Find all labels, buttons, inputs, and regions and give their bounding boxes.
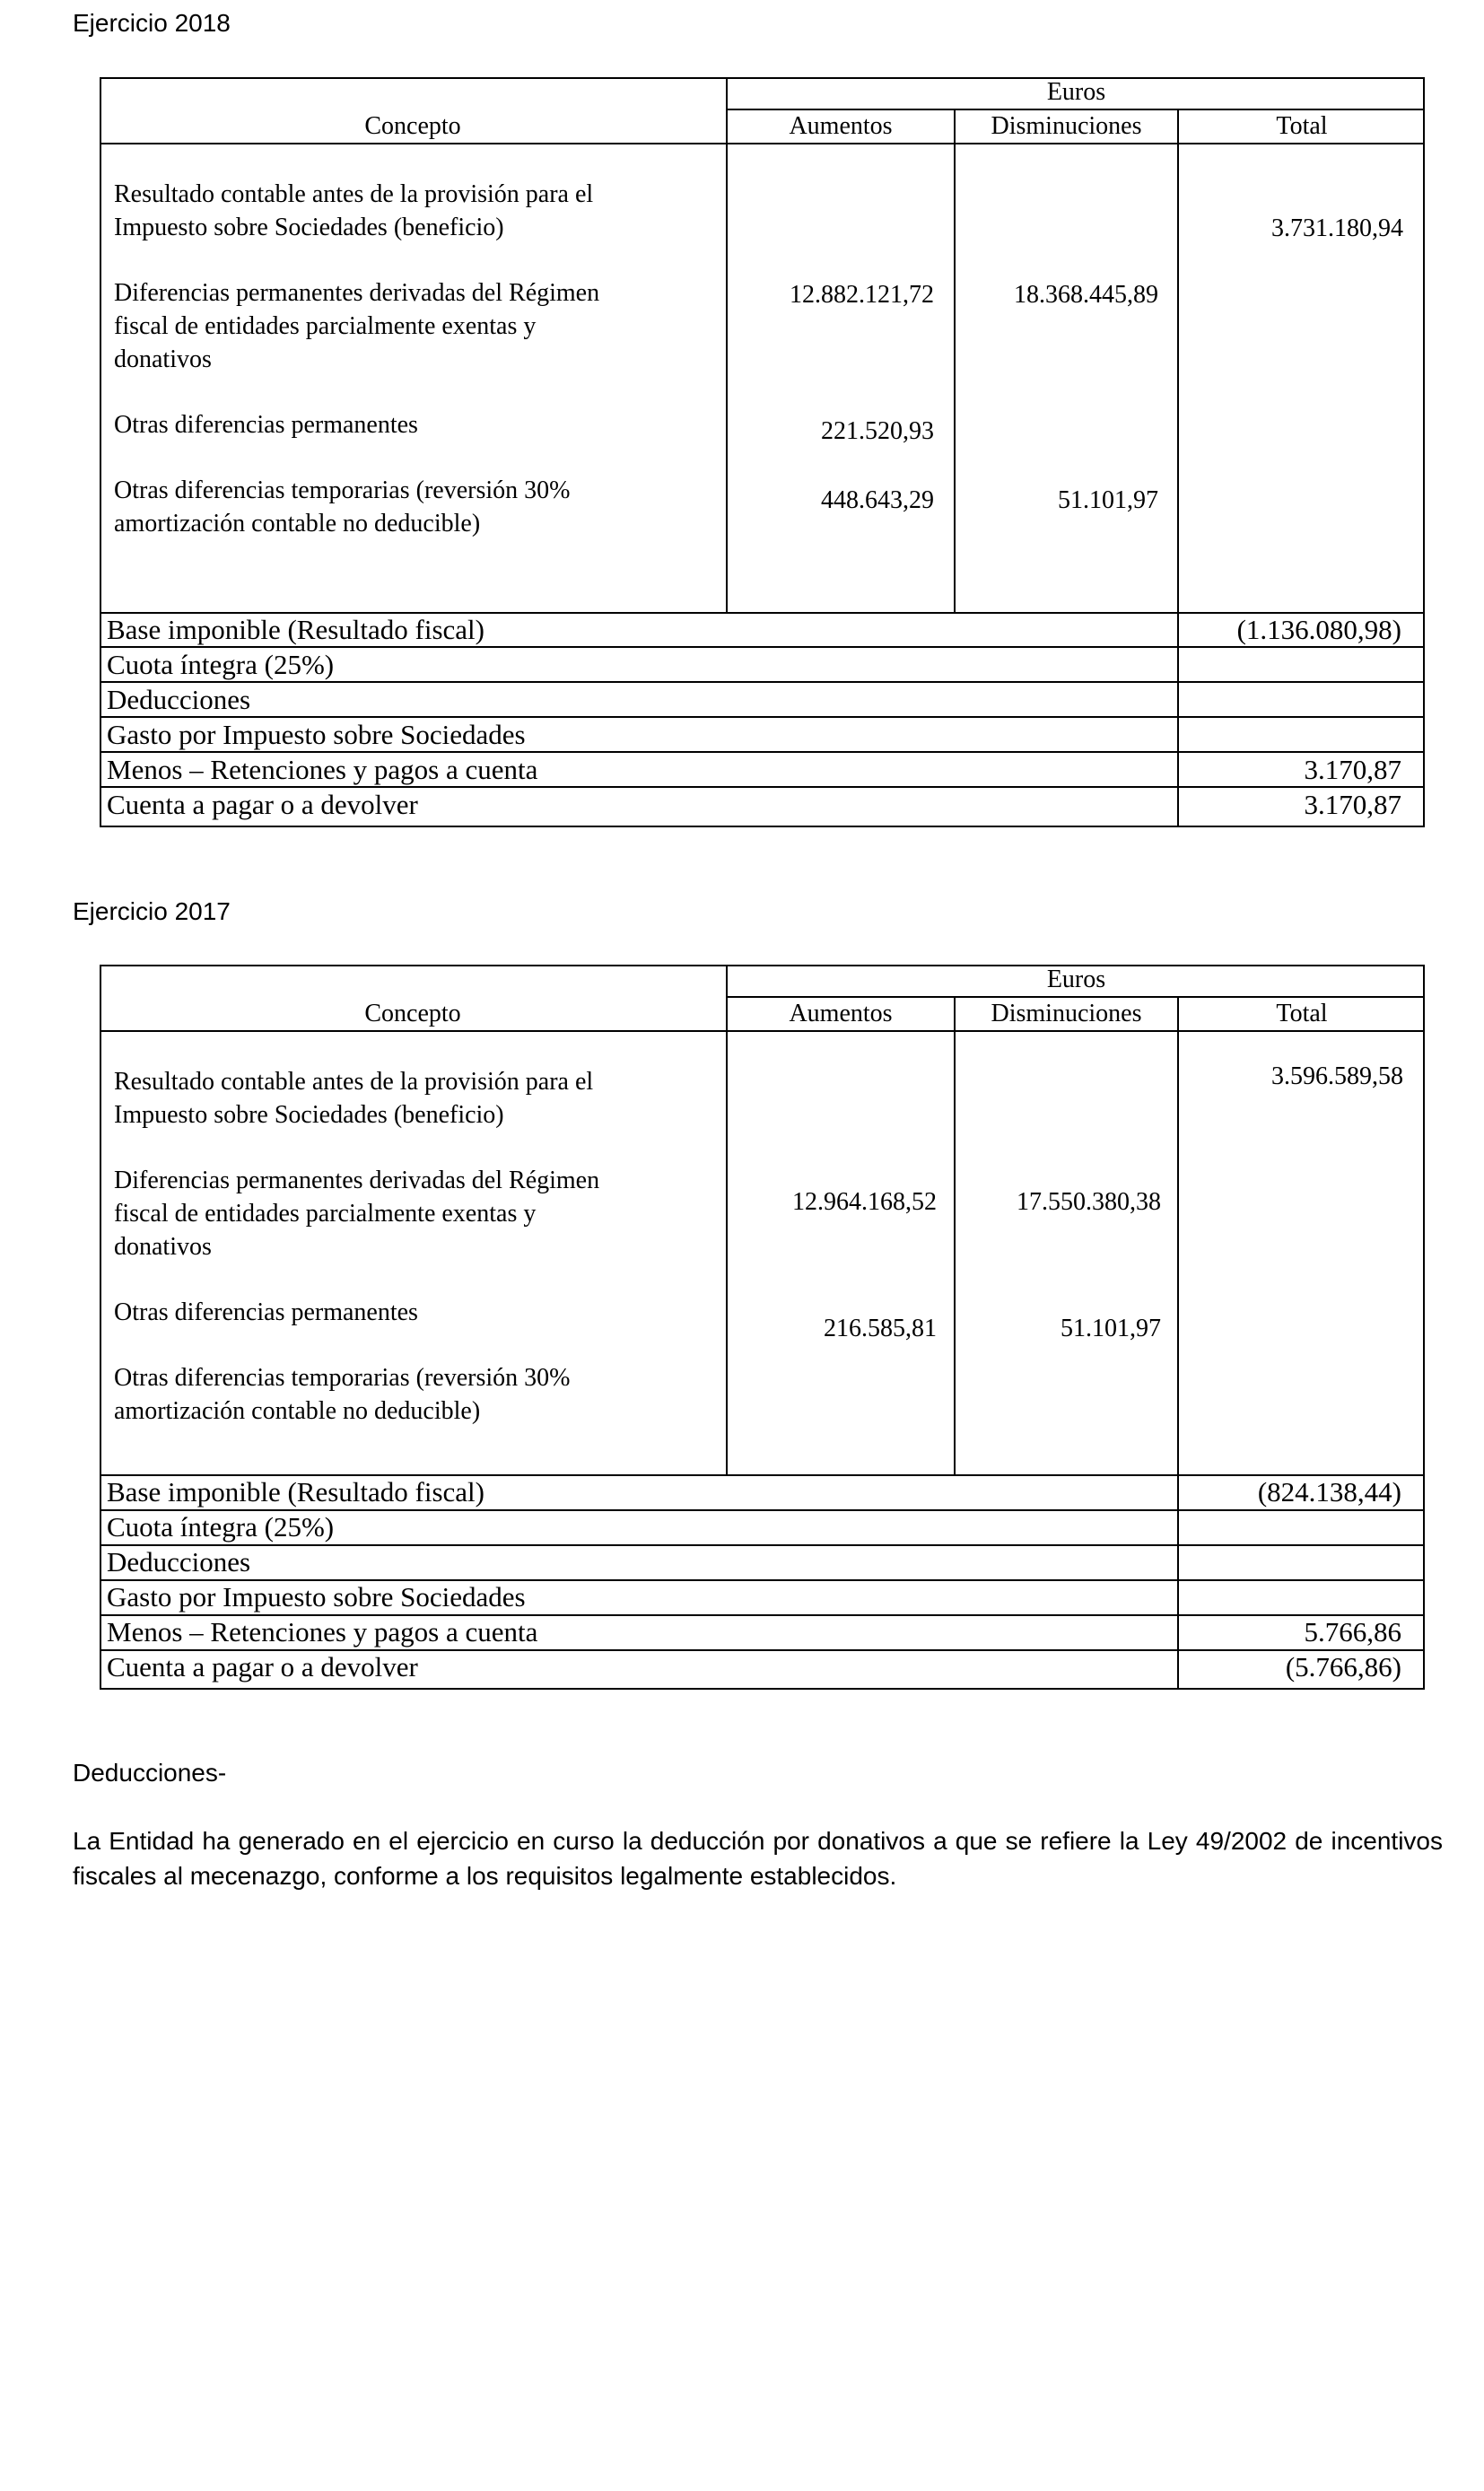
cell-total: 3.731.180,94 — [1271, 214, 1403, 242]
summary-label-gasto-impuesto: Gasto por Impuesto sobre Sociedades — [107, 719, 526, 750]
header-euros: Euros — [1046, 966, 1106, 993]
summary-value-cuenta-pagar: 3.170,87 — [1304, 789, 1401, 820]
header-aumentos: Aumentos — [789, 112, 893, 140]
column-divider — [726, 77, 728, 613]
cell-aumentos: 12.882.121,72 — [790, 281, 934, 309]
concept-otras-diferencias-permanentes: Otras diferencias permanentes — [114, 1298, 418, 1326]
summary-label-cuota-integra: Cuota íntegra (25%) — [107, 649, 335, 680]
summary-label-deducciones: Deducciones — [107, 684, 251, 715]
header-disminuciones: Disminuciones — [991, 1000, 1142, 1027]
summary-label-gasto-impuesto: Gasto por Impuesto sobre Sociedades — [107, 1581, 526, 1613]
tax-table-2018 — [100, 77, 1425, 827]
header-bottom-line — [100, 143, 1425, 144]
header-total: Total — [1276, 112, 1328, 140]
header-aumentos: Aumentos — [789, 1000, 893, 1027]
concept-resultado-contable: Resultado contable antes de la provisión para el Impuesto sobre Sociedades (beneficio) — [114, 180, 594, 241]
summary-label-base-imponible: Base imponible (Resultado fiscal) — [107, 1476, 484, 1508]
summary-value-retenciones: 3.170,87 — [1304, 754, 1401, 785]
summary-value-base-imponible: (1.136.080,98) — [1236, 614, 1401, 645]
concept-diferencias-permanentes-regimen: Diferencias permanentes derivadas del Régimen fiscal de entidades parcialmente exentas y donativos — [114, 1167, 600, 1261]
header-bottom-line — [100, 1030, 1425, 1032]
header-euros: Euros — [1046, 78, 1106, 106]
column-divider — [954, 109, 956, 613]
header-disminuciones: Disminuciones — [991, 112, 1142, 140]
header-total: Total — [1276, 1000, 1328, 1027]
cell-aumentos: 12.964.168,52 — [792, 1188, 937, 1216]
summary-label-base-imponible: Base imponible (Resultado fiscal) — [107, 614, 484, 645]
column-divider — [726, 965, 728, 1475]
summary-label-cuenta-pagar: Cuenta a pagar o a devolver — [107, 789, 418, 820]
concept-otras-diferencias-temporarias: Otras diferencias temporarias (reversión 30% amortización contable no deducible) — [114, 1364, 571, 1425]
cell-total: 3.596.589,58 — [1271, 1062, 1403, 1090]
cell-disminuciones: 17.550.380,38 — [1017, 1188, 1161, 1216]
summary-label-retenciones: Menos – Retenciones y pagos a cuenta — [107, 1616, 538, 1648]
deducciones-heading: Deducciones- — [73, 1759, 227, 1787]
summary-value-base-imponible: (824.138,44) — [1257, 1476, 1401, 1508]
column-divider — [1177, 996, 1179, 1690]
header-concepto: Concepto — [364, 112, 461, 140]
row-line — [100, 1544, 1425, 1546]
deducciones-paragraph: La Entidad ha generado en el ejercicio en curso la deducción por donativos a que se refiere la Ley 49/2002 de incentivos fiscales al mecenazgo, conforme a los requisitos legalmente establecidos. — [73, 1827, 1443, 1890]
cell-disminuciones: 51.101,97 — [1061, 1315, 1161, 1342]
concept-diferencias-permanentes-regimen: Diferencias permanentes derivadas del Régimen fiscal de entidades parcialmente exentas y donativos — [114, 279, 600, 373]
summary-value-retenciones: 5.766,86 — [1304, 1616, 1401, 1648]
concept-otras-diferencias-temporarias: Otras diferencias temporarias (reversión 30% amortización contable no deducible) — [114, 476, 571, 538]
section-heading-2018: Ejercicio 2018 — [73, 9, 231, 37]
column-divider — [954, 996, 956, 1475]
cell-disminuciones: 18.368.445,89 — [1014, 281, 1158, 309]
header-concepto: Concepto — [364, 1000, 461, 1027]
summary-label-retenciones: Menos – Retenciones y pagos a cuenta — [107, 754, 538, 785]
cell-aumentos: 216.585,81 — [824, 1315, 937, 1342]
summary-label-deducciones: Deducciones — [107, 1546, 251, 1578]
summary-label-cuota-integra: Cuota íntegra (25%) — [107, 1511, 335, 1543]
summary-value-cuenta-pagar: (5.766,86) — [1285, 1651, 1401, 1683]
concept-resultado-contable: Resultado contable antes de la provisión para el Impuesto sobre Sociedades (beneficio) — [114, 1068, 594, 1129]
cell-disminuciones: 51.101,97 — [1058, 486, 1158, 514]
summary-label-cuenta-pagar: Cuenta a pagar o a devolver — [107, 1651, 418, 1683]
concept-otras-diferencias-permanentes: Otras diferencias permanentes — [114, 411, 418, 439]
section-heading-2017: Ejercicio 2017 — [73, 897, 231, 925]
cell-aumentos: 221.520,93 — [821, 417, 934, 445]
tax-table-2017 — [100, 965, 1425, 1690]
cell-aumentos: 448.643,29 — [821, 486, 934, 514]
